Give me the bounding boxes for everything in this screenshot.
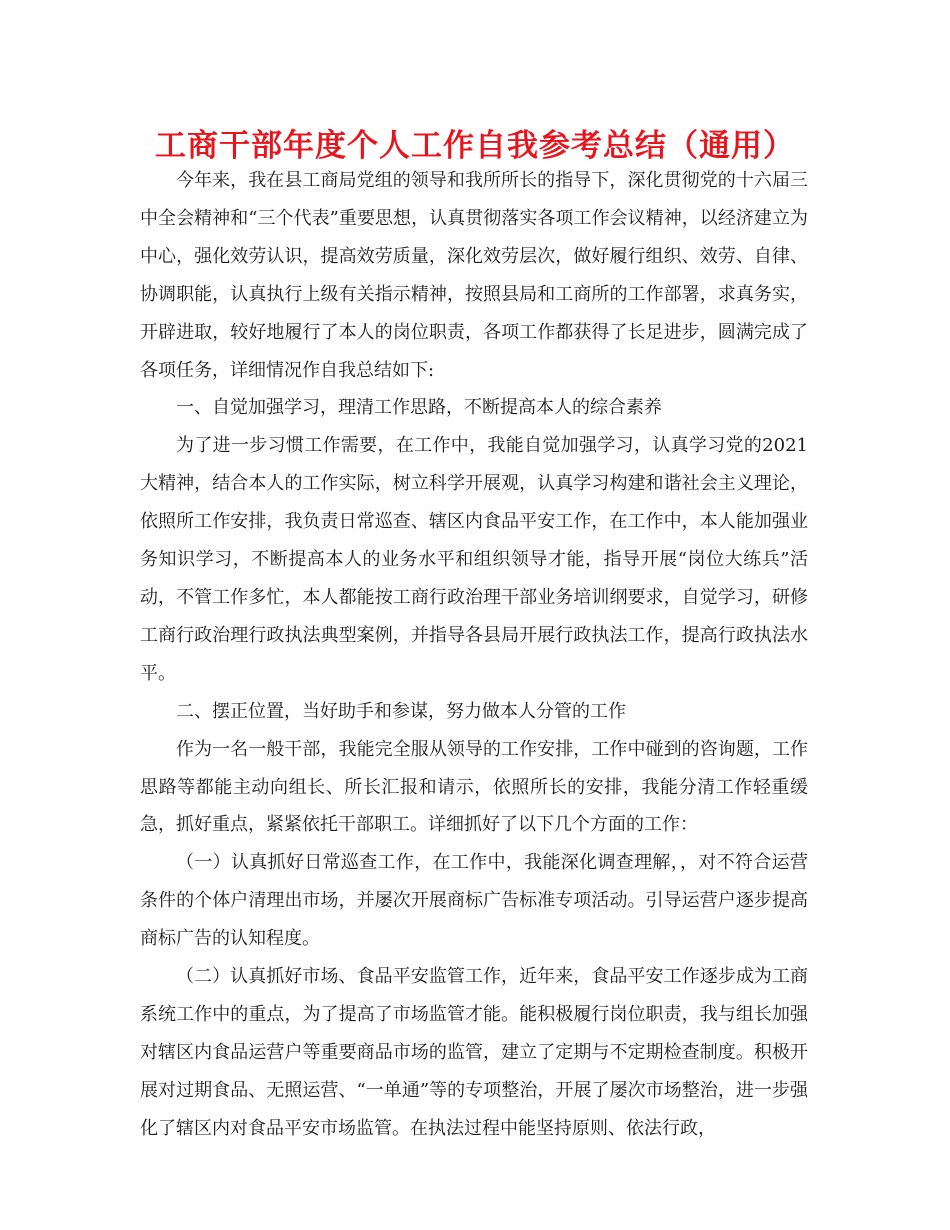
paragraph-item-1: （一）认真抓好日常巡查工作，在工作中，我能深化调查理解，，对不符合运营条件的个体户清理出市场，并屡次开展商标广告标准专项活动。引导运营户逐步提高商标广告的认知程度。 (140, 852, 808, 950)
paragraph-study: 为了进一步习惯工作需要，在工作中，我能自觉加强学习，认真学习党的2021大精神，结合本人的工作实际，树立科学开展观，认真学习构建和谐社会主义理论，依照所工作安排，我负责日常巡查、辖区内食品平安工作，在工作中，本人能加强业务知识学习，不断提高本人的业务水平和组织领导才能，指导开展“岗位大练兵”活动，不管工作多忙，本人都能按工商行政治理干部业务培训纲要求，自觉学习，研修工商行政治理行政执法典型案例，并指导各县局开展行政执法工作，提高行政执法水平。 (140, 435, 808, 684)
document-body (140, 162, 808, 1148)
paragraph-intro: 今年来，我在县工商局党组的领导和我所所长的指导下，深化贯彻党的十六届三中全会精神和“三个代表”重要思想，认真贯彻落实各项工作会议精神，以经济建立为中心，强化效劳认识，提高效劳质量，深化效劳层次，做好履行组织、效劳、自律、协调职能，认真执行上级有关指示精神，按照县局和工商所的工作部署，求真务实，开辟进取，较好地履行了本人的岗位职责，各项工作都获得了长足进步，圆满完成了各项任务，详细情况作自我总结如下: (140, 170, 808, 381)
section-heading-1: 一、自觉加强学习，理清工作思路，不断提高本人的综合素养 (176, 397, 662, 419)
document-title: 工商干部年度个人工作自我参考总结（通用） (155, 128, 795, 164)
paragraph-item-2: （二）认真抓好市场、食品平安监管工作，近年来，食品平安工作逐步成为工商系统工作中的重点，为了提高了市场监管才能。能积极履行岗位职责，我与组长加强对辖区内食品运营户等重要商品市场的监管，建立了定期与不定期检查制度。积极开展对过期食品、无照运营、“一单通”等的专项整治，开展了屡次市场整治，进一步强化了辖区内对食品平安市场监管。在执法过程中能坚持原则、依法行政， (140, 966, 808, 1139)
section-heading-2: 二、摆正位置，当好助手和参谋，努力做本人分管的工作 (176, 700, 626, 722)
paragraph-role: 作为一名一般干部，我能完全服从领导的工作安排，工作中碰到的咨询题，工作思路等都能主动向组长、所长汇报和请示，依照所长的安排，我能分清工作轻重缓急，抓好重点，紧紧依托干部职工。详细抓好了以下几个方面的工作： (140, 738, 808, 836)
